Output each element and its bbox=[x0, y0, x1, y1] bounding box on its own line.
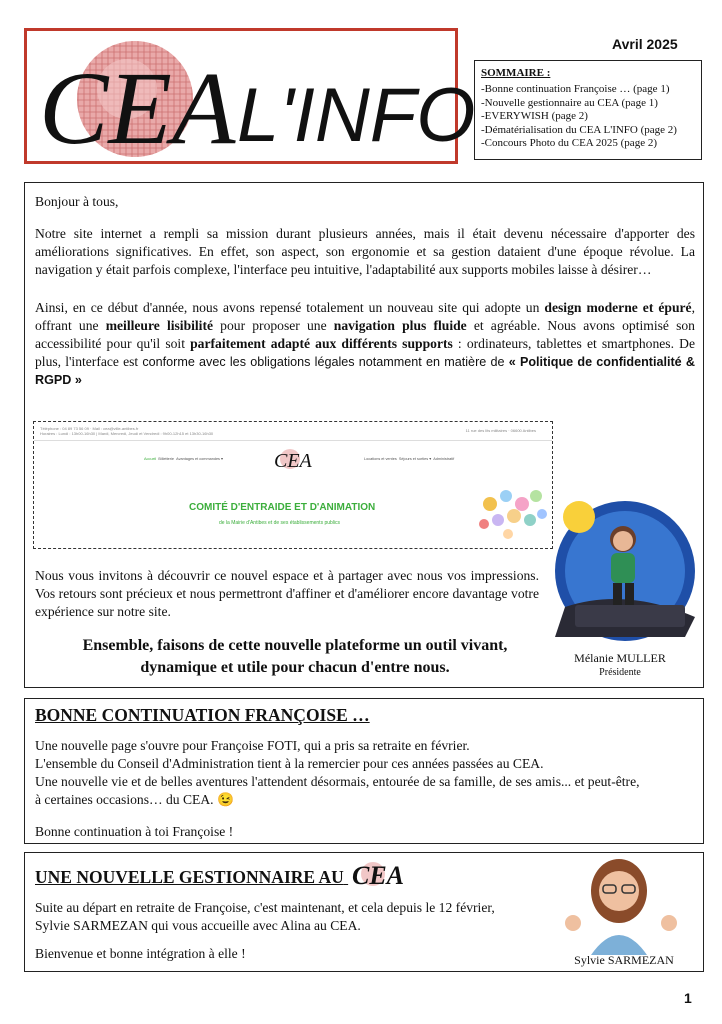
svg-text:CEA: CEA bbox=[274, 450, 312, 472]
invitation-paragraph: Nous vous invitons à découvrir ce nouvel espace et à partager avec nous vos impressions. Vos retours sont précieux et nous permettront d'affiner et d'améliorer encore davantage votre expérience sur notre site. bbox=[35, 568, 539, 619]
section-new-manager bbox=[24, 852, 704, 972]
paragraph-1: Notre site internet a rempli sa mission durant plusieurs années, mais il était devenu nécessaire d'apporter des améliorations significatives. En effet, son aspect, son ergonomie et sa gestion dataient d'une époque révolue. La navigation y était parfois complexe, l'interface peu intuitive, l'adaptabilité aux supports mobiles laisse à désirer… bbox=[35, 226, 695, 277]
page-number: 1 bbox=[684, 990, 692, 1006]
section-farewell-text: Une nouvelle page s'ouvre pour Françoise FOTI, qui a pris sa retraite en février. L'ensemble du Conseil d'Administration tient à la remercier pour ces années passées au CEA. Une nouvelle vie et de belles aventures l'attendent désormais, entourée de sa famille, de ses amis... et peut-être, à certaines occasions… du CEA. 😉 bbox=[35, 738, 640, 807]
section-farewell-title: BONNE CONTINUATION FRANÇOISE … bbox=[35, 705, 370, 725]
section-farewell bbox=[24, 698, 704, 844]
site-hero-title: COMITÉ D'ENTRAIDE ET D'ANIMATION bbox=[189, 502, 376, 513]
site-contact-line: Téléphone : 04 89 73 56 09 · Mail : cea@ville-antibes.fr Horaires : Lundi : 13h00-16h30 | Mardi, Mercredi, Jeudi et Vendredi : 9h00-12h15 et 13h30-16h30 bbox=[40, 426, 214, 436]
section-new-manager-text: Suite au départ en retraite de Françoise, c'est maintenant, et cela depuis le 12 février, Sylvie SARMEZAN qui vous accueille avec Alina au CEA. bbox=[35, 900, 495, 933]
site-logo bbox=[270, 446, 310, 472]
cea-logo-small bbox=[348, 859, 405, 890]
site-address: 11 rue des lits militaires · 06600 Antibes bbox=[465, 428, 536, 433]
toc-item: -Concours Photo du CEA 2025 (page 2) bbox=[481, 137, 657, 150]
masthead-logo bbox=[24, 28, 476, 166]
toc-item: -Bonne continuation Françoise … (page 1) bbox=[481, 83, 670, 96]
president-avatar-illustration bbox=[545, 487, 699, 647]
section-new-manager-welcome: Bienvenue et bonne intégration à elle ! bbox=[35, 946, 246, 961]
site-nav-left: Accueil Billetterie Avantages et commandes ▾ bbox=[144, 457, 223, 461]
masthead-title: L'INFO bbox=[237, 73, 476, 158]
toc-item: -EVERYWISH (page 2) bbox=[481, 110, 588, 123]
toc-item: -Nouvelle gestionnaire au CEA (page 1) bbox=[481, 96, 658, 109]
site-nav-right: Locations et ventes Séjours et sorties ▾ Administratif bbox=[364, 457, 455, 461]
section-farewell-closing: Bonne continuation à toi Françoise ! bbox=[35, 824, 234, 839]
site-icons-cluster bbox=[470, 474, 550, 544]
editorial-box bbox=[24, 182, 704, 688]
paragraph-2: Ainsi, en ce début d'année, nous avons repensé totalement un nouveau site qui adopte un design moderne et épuré, offrant une meilleure lisibilité pour proposer une navigation plus fluide et agréable. Nous avons optimisé son accessibilité pour qu'il soit parfaitement adapté aux différents supports : ordinateurs, tablettes et smartphones. De plus, l'interface est conforme avec les obligations légales notamment en matière de « Politique de confidentialité & RGPD » bbox=[35, 300, 695, 387]
site-hero-subtitle: de la Mairie d'Antibes et de ses établissements publics bbox=[219, 520, 341, 526]
sun-icon bbox=[563, 501, 595, 533]
president-name: Mélanie MULLER bbox=[574, 651, 666, 665]
issue-date: Avril 2025 bbox=[612, 36, 678, 52]
manager-avatar-illustration bbox=[551, 855, 697, 955]
website-screenshot bbox=[33, 421, 553, 549]
greeting: Bonjour à tous, bbox=[35, 194, 119, 209]
section-new-manager-title: UNE NOUVELLE GESTIONNAIRE AU CEA bbox=[35, 861, 405, 890]
logo-cea-text: CEA bbox=[39, 51, 236, 166]
svg-text:CEA: CEA bbox=[352, 861, 405, 890]
table-of-contents bbox=[474, 60, 702, 160]
president-role: Présidente bbox=[599, 667, 641, 678]
closing-statement: Ensemble, faisons de cette nouvelle plateforme un outil vivant, dynamique et utile pour chacun d'entre nous. bbox=[82, 637, 508, 676]
toc-title: SOMMAIRE : bbox=[481, 67, 551, 79]
toc-item: -Dématérialisation du CEA L'INFO (page 2) bbox=[481, 123, 677, 136]
masthead-artwork bbox=[27, 31, 476, 166]
manager-name: Sylvie SARMEZAN bbox=[574, 953, 674, 967]
